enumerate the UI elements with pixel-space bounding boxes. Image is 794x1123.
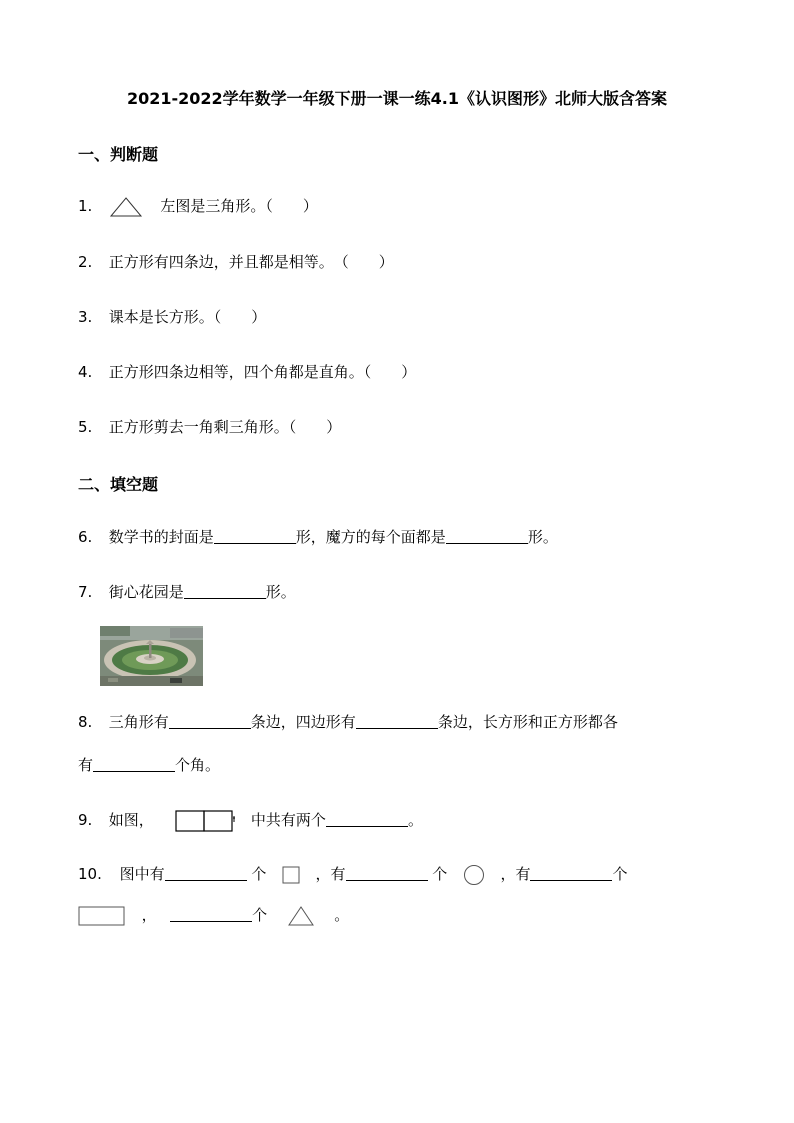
question-text: 正方形有四条边，并且都是相等。 （ ） [108,253,394,271]
question-6 [78,526,558,548]
question-5 [78,416,341,438]
page-title: 2021-2022学年数学一年级下册一课一练4.1《认识图形》北师大版含答案 [126,89,668,108]
answer-blank[interactable] [184,582,266,599]
two-squares-figure [175,810,237,832]
question-text: 个 [252,906,268,924]
question-text: ，有 [315,865,346,883]
question-text: 个 [432,865,448,883]
question-10 [78,863,627,886]
question-text: ，有 [500,865,531,883]
question-number: 5. [78,418,93,436]
question-number: 2. [78,253,93,271]
question-10-continued [78,904,349,927]
question-text: 正方形四条边相等，四个角都是直角。（ ） [108,363,417,381]
question-text: ， [141,906,157,924]
question-text: 条边，长方形和正方形都各 [437,713,618,731]
question-text: 个 [251,865,267,883]
answer-blank[interactable] [214,527,296,544]
triangle-icon [287,905,315,927]
question-text: 。 [407,811,423,829]
question-number: 4. [78,363,93,381]
triangle-icon [109,196,143,218]
answer-blank[interactable] [170,905,252,922]
question-text: 左图是三角形。（ ） [160,197,318,215]
question-9 [78,809,423,832]
question-1 [78,195,318,218]
square-icon [282,866,300,884]
question-text: 数学书的封面是 [108,528,214,546]
question-text: 如图， [108,811,154,829]
question-text: 条边，四边形有 [250,713,356,731]
answer-blank[interactable] [93,755,175,772]
answer-blank[interactable] [356,712,438,729]
question-text: 中共有两个 [250,811,326,829]
question-2 [78,251,394,273]
answer-blank[interactable] [446,527,528,544]
question-8 [78,711,618,733]
garden-photo [100,626,203,686]
question-8-continued [78,754,220,776]
question-text: 形，魔方的每个面都是 [295,528,446,546]
question-7 [78,581,296,603]
question-text: 个 [612,865,628,883]
question-number: 7. [78,583,93,601]
question-text: 形。 [265,583,296,601]
section-judgement-heading: 一、判断题 [78,145,159,164]
section-fill-heading: 二、填空题 [78,475,159,494]
question-number: 3. [78,308,93,326]
question-text: 图中有 [119,865,165,883]
question-text: 课本是长方形。（ ） [108,308,267,326]
question-3 [78,306,266,328]
answer-blank[interactable] [165,864,247,881]
question-text: 正方形剪去一角剩三角形。（ ） [108,418,342,436]
question-number: 9. [78,811,93,829]
answer-blank[interactable] [346,864,428,881]
answer-blank[interactable] [326,810,408,827]
question-text: 街心花园是 [108,583,184,601]
question-4 [78,361,416,383]
answer-blank[interactable] [169,712,251,729]
circle-icon [463,864,485,886]
question-text: 三角形有 [108,713,169,731]
question-number: 1. [78,197,93,215]
question-number: 8. [78,713,93,731]
question-text: 。 [334,906,350,924]
question-number: 10. [78,865,102,883]
question-text: 形。 [527,528,558,546]
answer-blank[interactable] [530,864,612,881]
question-text: 个角。 [175,756,221,774]
question-text: 有 [78,756,94,774]
question-number: 6. [78,528,93,546]
rectangle-icon [78,905,126,927]
